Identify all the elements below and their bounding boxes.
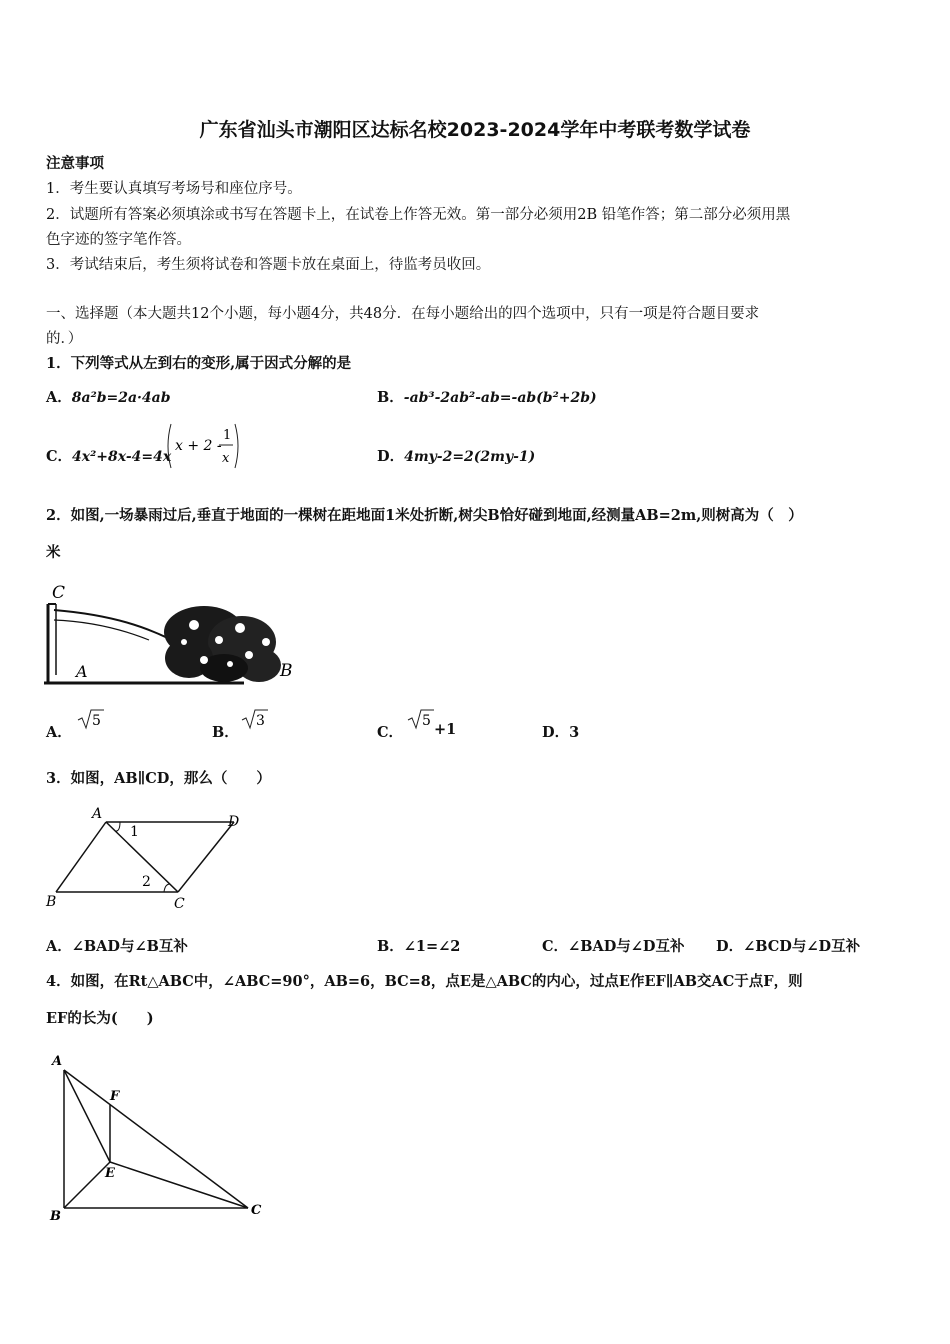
tree-foliage	[164, 606, 281, 682]
q1-option-b	[377, 386, 597, 407]
angle-1-arc	[115, 822, 120, 831]
q2-b-label: B．	[212, 724, 239, 741]
q2-option-b	[212, 721, 239, 742]
q4-label-b: B	[50, 1209, 61, 1224]
notice-item-3: 3．考试结束后，考生须将试卷和答题卡放在桌面上，待监考员收回。	[46, 257, 491, 273]
q1-c-bracket-expr	[163, 422, 245, 470]
q1-stem: 1．下列等式从左到右的变形,属于因式分解的是	[46, 355, 352, 372]
q1-d-label: D．	[377, 448, 405, 465]
q2-label-a: A	[76, 662, 88, 681]
q3-label-b: B	[46, 894, 57, 910]
q4-stem-1: 4．如图，在Rt△ABC中，∠ABC=90°，AB=6，BC=8，点E是△ABC的内心，过点E作EF∥AB交AC于点F，则	[46, 973, 803, 990]
q1-c-label: C．	[46, 448, 73, 465]
q2-a-label: A．	[46, 724, 72, 741]
q3-label-1: 1	[130, 824, 139, 840]
q2-tree-figure	[44, 580, 299, 690]
q3-option-b: B．∠1=∠2	[377, 938, 461, 955]
segment-ce	[110, 1162, 248, 1208]
q2-option-c	[377, 721, 403, 742]
q3-label-a: A	[92, 806, 103, 822]
q2-label-c: C	[52, 583, 66, 603]
segment-cd	[178, 822, 234, 892]
q4-stem-2: EF的长为( )	[46, 1010, 154, 1027]
q1-a-label: A．	[46, 389, 72, 406]
q2-stem-2: 米	[46, 544, 61, 561]
q1-c-frac-den: x	[222, 451, 230, 466]
q4-label-c: C	[251, 1203, 262, 1218]
page-title: 广东省汕头市潮阳区达标名校2023-2024学年中考联考数学试卷	[199, 119, 751, 141]
q4-label-f: F	[110, 1089, 120, 1104]
q1-option-c	[46, 445, 171, 466]
q3-label-d: D	[228, 814, 240, 830]
q3-option-d: D．∠BCD与∠D互补	[716, 938, 861, 955]
q2-stem-1: 2．如图,一场暴雨过后,垂直于地面的一棵树在距地面1米处折断,树尖B恰好碰到地面,经测量AB=2m,则树高为（ ）	[46, 507, 803, 524]
notice-item-2b: 色字迹的签字笔作答。	[46, 232, 191, 248]
q3-label-c: C	[174, 896, 185, 912]
q3-option-a: A．∠BAD与∠B互补	[46, 938, 188, 955]
q1-option-d	[377, 445, 535, 466]
q1-c-paren-text: x + 2 -	[175, 438, 222, 454]
segment-ac	[64, 1070, 248, 1208]
q4-label-a: A	[52, 1054, 63, 1069]
q1-c-expr: 4x²+8x-4=4x	[72, 449, 172, 465]
q1-a-expr: 8a²b=2a·4ab	[71, 390, 171, 406]
q2-a-sqrt	[76, 708, 106, 732]
q2-c-suffix: +1	[434, 721, 457, 738]
q3-parallelogram-figure	[44, 804, 246, 914]
q4-triangle-figure	[44, 1050, 274, 1225]
q3-label-2: 2	[142, 874, 151, 890]
q2-option-d: D．3	[542, 724, 580, 741]
q2-a-radicand: 5	[92, 713, 101, 729]
q4-label-e: E	[105, 1166, 115, 1181]
q2-label-b: B	[280, 661, 293, 681]
q2-b-radicand: 3	[256, 713, 265, 729]
notice-item-1: 1．考生要认真填写考场号和座位序号。	[46, 181, 302, 197]
segment-ae	[64, 1070, 110, 1162]
q1-d-expr: 4my-2=2(2my-1)	[404, 449, 536, 465]
q2-option-a	[46, 721, 72, 742]
section-heading-2: 的．）	[46, 331, 83, 347]
q1-b-expr: -ab³-2ab²-ab=-ab(b²+2b)	[403, 390, 597, 406]
q1-b-label: B．	[377, 389, 404, 406]
segment-be	[64, 1162, 110, 1208]
q2-c-sqrt	[406, 708, 436, 732]
angle-2-arc	[164, 884, 170, 892]
q2-c-radicand: 5	[422, 713, 431, 729]
section-heading-1: 一、选择题（本大题共12个小题，每小题4分，共48分．在每小题给出的四个选项中，只有一项是符合题目要求	[46, 306, 760, 322]
notice-item-2a: 2．试题所有答案必须填涂或书写在答题卡上，在试卷上作答无效。第一部分必须用2B 铅笔作答；第二部分必须用黑	[46, 207, 791, 223]
q3-stem: 3．如图，AB∥CD，那么（ ）	[46, 770, 271, 787]
segment-ab	[56, 822, 106, 892]
q2-b-sqrt	[240, 708, 270, 732]
q3-option-c: C．∠BAD与∠D互补	[542, 938, 685, 955]
q1-option-a	[46, 386, 171, 407]
q1-c-frac-num: 1	[223, 428, 232, 443]
q2-c-label: C．	[377, 724, 404, 741]
notice-heading: 注意事项	[46, 155, 104, 172]
